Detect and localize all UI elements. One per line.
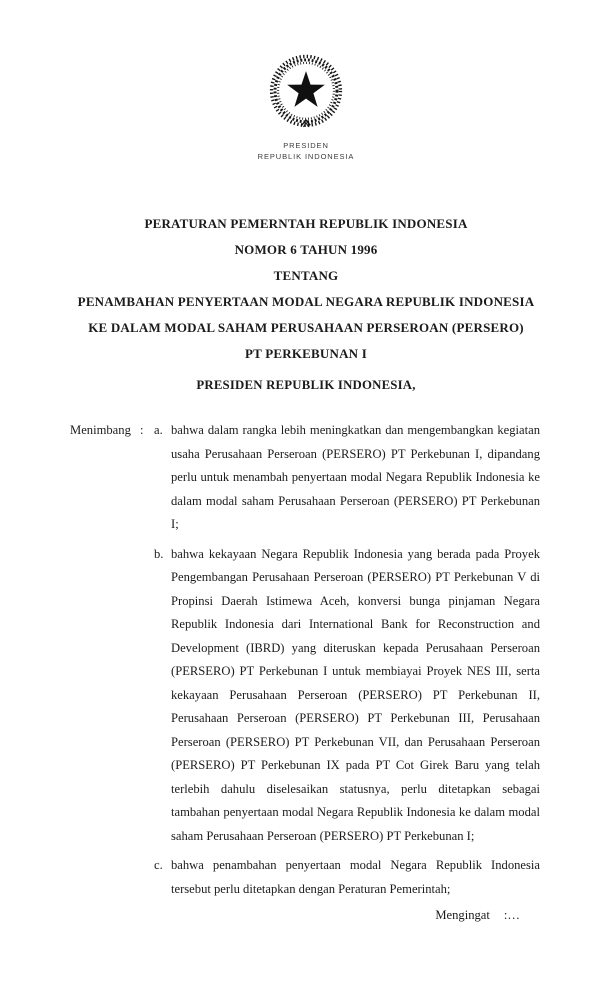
salutation: PRESIDEN REPUBLIK INDONESIA, xyxy=(196,378,416,392)
considerations-label: Menimbang xyxy=(70,423,131,437)
considerations-section xyxy=(70,419,540,901)
item-marker-b: b. xyxy=(154,546,164,561)
star-wreath-icon xyxy=(263,52,349,128)
letterhead xyxy=(0,0,612,162)
catchword-value: :… xyxy=(503,908,520,922)
considerations-list xyxy=(154,419,540,901)
title-line-penambahan: PENAMBAHAN PENYERTAAN MODAL NEGARA REPUBLIK INDONESIA xyxy=(77,294,535,309)
item-text-c: bahwa penambahan penyertaan modal Negara Republik Indonesia tersebut perlu ditetapkan dengan Peraturan Pemerintah; xyxy=(171,858,540,896)
item-text-a: bahwa dalam rangka lebih meningkatkan dan mengembangkan kegiatan usaha Perusahaan Perseroan (PERSERO) PT Perkebunan I, dipandang perlu untuk menambah penyertaan modal Negara Republik Indonesia ke dalam modal saham Perusahaan Perseroan (PERSERO) PT Perkebunan I; xyxy=(171,423,540,531)
title-line-tentang: TENTANG xyxy=(273,268,339,283)
title-line-ptperkebunan: PT PERKEBUNAN I xyxy=(245,346,367,361)
title-block xyxy=(0,211,612,367)
catchword xyxy=(0,904,612,928)
letterhead-republik-indonesia: REPUBLIK INDONESIA xyxy=(257,152,355,161)
title-line-peraturan: PERATURAN PEMERNTAH REPUBLIK INDONESIA xyxy=(144,216,468,231)
star-icon xyxy=(287,71,325,107)
considerations-colon: : xyxy=(140,423,144,437)
item-marker-a: a. xyxy=(154,423,163,437)
catchword-label: Mengingat xyxy=(435,908,490,922)
title-line-nomor: NOMOR 6 TAHUN 1996 xyxy=(234,242,378,257)
letterhead-org xyxy=(0,140,612,162)
letterhead-presiden: PRESIDEN xyxy=(283,141,329,150)
consideration-item-c xyxy=(154,854,540,901)
consideration-item-b xyxy=(154,543,540,849)
title-line-kedalam: KE DALAM MODAL SAHAM PERUSAHAAN PERSEROAN (PERSERO) xyxy=(88,320,524,335)
item-text-b: bahwa kekayaan Negara Republik Indonesia yang berada pada Proyek Pengembangan Perusahaan Perseroan (PERSERO) PT Perkebunan V di Propinsi Daerah Istimewa Aceh, konversi bunga pinjaman Negara Republik Indonesia dari International Bank for Reconstruction and Development (IBRD) yang diteruskan kepada Perusahaan Perseroan (PERSERO) PT Perkebunan I untuk membiayai Proyek NES III, serta kekayaan Perusahaan Perseroan (PERSERO) PT Perkebunan II, Perusahaan Perseroan (PERSERO) PT Perkebunan III, Perusahaan Perseroan (PERSERO) PT Perkebunan VII, dan Perusahaan Perseroan (PERSERO) PT Perkebunan IX pada PT Cot Girek Baru yang telah terlebih dahulu diselesaikan statusnya, perlu ditetapkan sebagai tambahan penyertaan modal Negara Republik Indonesia ke dalam modal saham Perusahaan Perseroan (PERSERO) PT Perkebunan I; xyxy=(171,546,540,843)
presidential-emblem xyxy=(263,52,349,128)
consideration-item-a xyxy=(154,419,540,537)
item-marker-c: c. xyxy=(154,858,163,872)
